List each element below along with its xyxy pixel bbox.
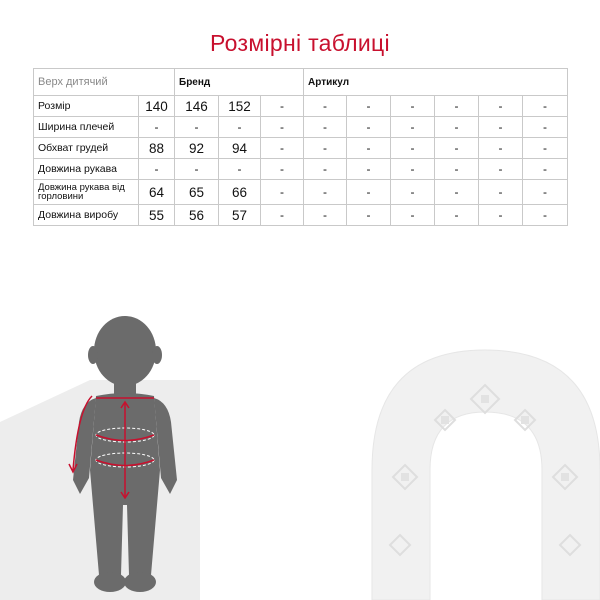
table-cell: - bbox=[479, 159, 523, 180]
row-label: Обхват грудей bbox=[34, 138, 139, 159]
table-cell: - bbox=[139, 159, 175, 180]
page-title: Розмірні таблиці bbox=[210, 30, 390, 56]
table-cell: - bbox=[347, 159, 391, 180]
row-label: Довжина рукава від горловини bbox=[34, 180, 139, 205]
table-row bbox=[34, 96, 568, 117]
table-cell: - bbox=[304, 205, 347, 226]
row-label: Довжина виробу bbox=[34, 205, 139, 226]
table-cell: - bbox=[347, 205, 391, 226]
table-cell: - bbox=[435, 138, 479, 159]
embroidery-ornament-icon bbox=[372, 350, 600, 600]
article-header: Артикул bbox=[304, 69, 568, 96]
table-cell: - bbox=[347, 96, 391, 117]
table-cell: 140 bbox=[139, 96, 175, 117]
table-cell: 57 bbox=[219, 205, 261, 226]
table-cell: - bbox=[523, 180, 568, 205]
table-cell: 65 bbox=[175, 180, 219, 205]
table-row bbox=[34, 205, 568, 226]
table-cell: - bbox=[435, 117, 479, 138]
table-cell: - bbox=[435, 159, 479, 180]
table-cell: - bbox=[261, 138, 304, 159]
section-header: Верх дитячий bbox=[34, 69, 175, 96]
table-cell: - bbox=[347, 117, 391, 138]
row-label: Ширина плечей bbox=[34, 117, 139, 138]
table-cell: - bbox=[261, 117, 304, 138]
table-cell: - bbox=[261, 159, 304, 180]
table-cell: - bbox=[523, 205, 568, 226]
table-cell: - bbox=[175, 117, 219, 138]
table-cell: - bbox=[175, 159, 219, 180]
table-cell: 56 bbox=[175, 205, 219, 226]
table-cell: - bbox=[391, 96, 435, 117]
table-cell: - bbox=[435, 96, 479, 117]
table-cell: - bbox=[391, 180, 435, 205]
table-cell: - bbox=[523, 138, 568, 159]
table-cell: - bbox=[391, 205, 435, 226]
table-cell: - bbox=[479, 96, 523, 117]
table-cell: - bbox=[523, 159, 568, 180]
table-cell: - bbox=[347, 138, 391, 159]
table-cell: - bbox=[261, 96, 304, 117]
table-cell: - bbox=[219, 159, 261, 180]
table-cell: - bbox=[219, 117, 261, 138]
table-cell: - bbox=[261, 205, 304, 226]
table-cell: - bbox=[304, 180, 347, 205]
table-cell: - bbox=[435, 205, 479, 226]
table-cell: - bbox=[261, 180, 304, 205]
table-cell: 94 bbox=[219, 138, 261, 159]
table-cell: - bbox=[304, 159, 347, 180]
table-cell: - bbox=[435, 180, 479, 205]
table-cell: - bbox=[347, 180, 391, 205]
table-cell: 88 bbox=[139, 138, 175, 159]
table-cell: - bbox=[479, 138, 523, 159]
table-row bbox=[34, 117, 568, 138]
table-cell: - bbox=[523, 117, 568, 138]
table-cell: - bbox=[139, 117, 175, 138]
table-cell: - bbox=[391, 159, 435, 180]
size-illustration bbox=[0, 300, 600, 600]
row-label: Довжина рукава bbox=[34, 159, 139, 180]
table-cell: - bbox=[391, 138, 435, 159]
table-cell: - bbox=[304, 117, 347, 138]
table-row bbox=[34, 159, 568, 180]
table-header-row bbox=[34, 69, 568, 96]
table-cell: 152 bbox=[219, 96, 261, 117]
table-cell: - bbox=[479, 117, 523, 138]
table-cell: 55 bbox=[139, 205, 175, 226]
table-cell: - bbox=[304, 96, 347, 117]
table-row bbox=[34, 180, 568, 205]
table-cell: 146 bbox=[175, 96, 219, 117]
table-cell: 66 bbox=[219, 180, 261, 205]
table-cell: 64 bbox=[139, 180, 175, 205]
table-cell: - bbox=[479, 180, 523, 205]
table-cell: - bbox=[523, 96, 568, 117]
table-cell: - bbox=[391, 117, 435, 138]
table-row bbox=[34, 138, 568, 159]
table-cell: 92 bbox=[175, 138, 219, 159]
brand-header: Бренд bbox=[175, 69, 304, 96]
table-cell: - bbox=[304, 138, 347, 159]
size-table bbox=[33, 68, 568, 226]
row-label: Розмір bbox=[34, 96, 139, 117]
table-cell: - bbox=[479, 205, 523, 226]
